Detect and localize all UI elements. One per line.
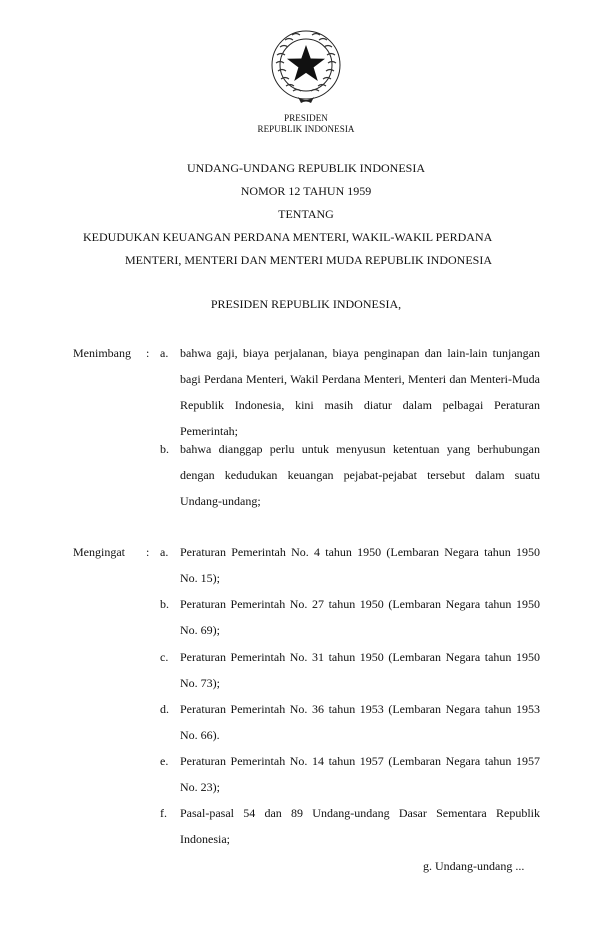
item-marker: b. xyxy=(160,442,169,456)
item-marker: c. xyxy=(160,650,169,664)
item-text: Peraturan Pemerintah No. 27 tahun 1950 (Lembaran Negara tahun 1950 No. 69); xyxy=(180,597,540,637)
document-title: UNDANG-UNDANG REPUBLIK INDONESIA xyxy=(187,161,425,175)
document-subject-line1: KEDUDUKAN KEUANGAN PERDANA MENTERI, WAKIL-WAKIL PERDANA xyxy=(83,230,493,244)
mengingat-item-c xyxy=(160,644,540,696)
item-marker: e. xyxy=(160,754,169,768)
item-marker: a. xyxy=(160,545,169,559)
document-tentang: TENTANG xyxy=(278,207,334,221)
mengingat-item-f xyxy=(160,800,540,852)
menimbang-item-a xyxy=(160,340,540,444)
page-continuation: g. Undang-undang ... xyxy=(423,859,525,873)
item-text: Peraturan Pemerintah No. 14 tahun 1957 (Lembaran Negara tahun 1957 No. 23); xyxy=(180,754,540,794)
mengingat-item-a xyxy=(160,539,540,591)
presidential-emblem-icon xyxy=(268,27,344,105)
menimbang-item-b xyxy=(160,436,540,514)
item-marker: f. xyxy=(160,806,167,820)
mengingat-item-d xyxy=(160,696,540,748)
header-caption-presiden: PRESIDEN xyxy=(284,113,328,123)
mengingat-item-b xyxy=(160,591,540,643)
mengingat-item-e xyxy=(160,748,540,800)
mengingat-label: Mengingat xyxy=(73,545,125,559)
item-text: Peraturan Pemerintah No. 31 tahun 1950 (Lembaran Negara tahun 1950 No. 73); xyxy=(180,650,540,690)
item-text: Peraturan Pemerintah No. 36 tahun 1953 (Lembaran Negara tahun 1953 No. 66). xyxy=(180,702,540,742)
item-marker: d. xyxy=(160,702,169,716)
preamble: PRESIDEN REPUBLIK INDONESIA, xyxy=(210,297,402,311)
item-text: bahwa dianggap perlu untuk menyusun ketentuan yang berhubungan dengan kedudukan keuangan pejabat-pejabat tersebut dalam suatu Undang-undang; xyxy=(180,442,540,508)
item-text: Peraturan Pemerintah No. 4 tahun 1950 (Lembaran Negara tahun 1950 No. 15); xyxy=(180,545,540,585)
item-text: bahwa gaji, biaya perjalanan, biaya penginapan dan lain-lain tunjangan bagi Perdana Menteri, Wakil Perdana Menteri, Menteri dan Menteri-Muda Republik Indonesia, kini masih diatur dalam pelbagai Peraturan Pemerintah; xyxy=(180,346,540,438)
item-text: Pasal-pasal 54 dan 89 Undang-undang Dasar Sementara Republik Indonesia; xyxy=(180,806,540,846)
menimbang-label: Menimbang xyxy=(73,346,131,360)
document-subject-line2: MENTERI, MENTERI DAN MENTERI MUDA REPUBLIK INDONESIA xyxy=(125,253,492,267)
mengingat-colon: : xyxy=(146,545,150,559)
document-number: NOMOR 12 TAHUN 1959 xyxy=(240,184,372,198)
menimbang-colon: : xyxy=(146,346,150,360)
item-marker: a. xyxy=(160,346,169,360)
item-marker: b. xyxy=(160,597,169,611)
header-caption-republik: REPUBLIK INDONESIA xyxy=(257,124,355,134)
